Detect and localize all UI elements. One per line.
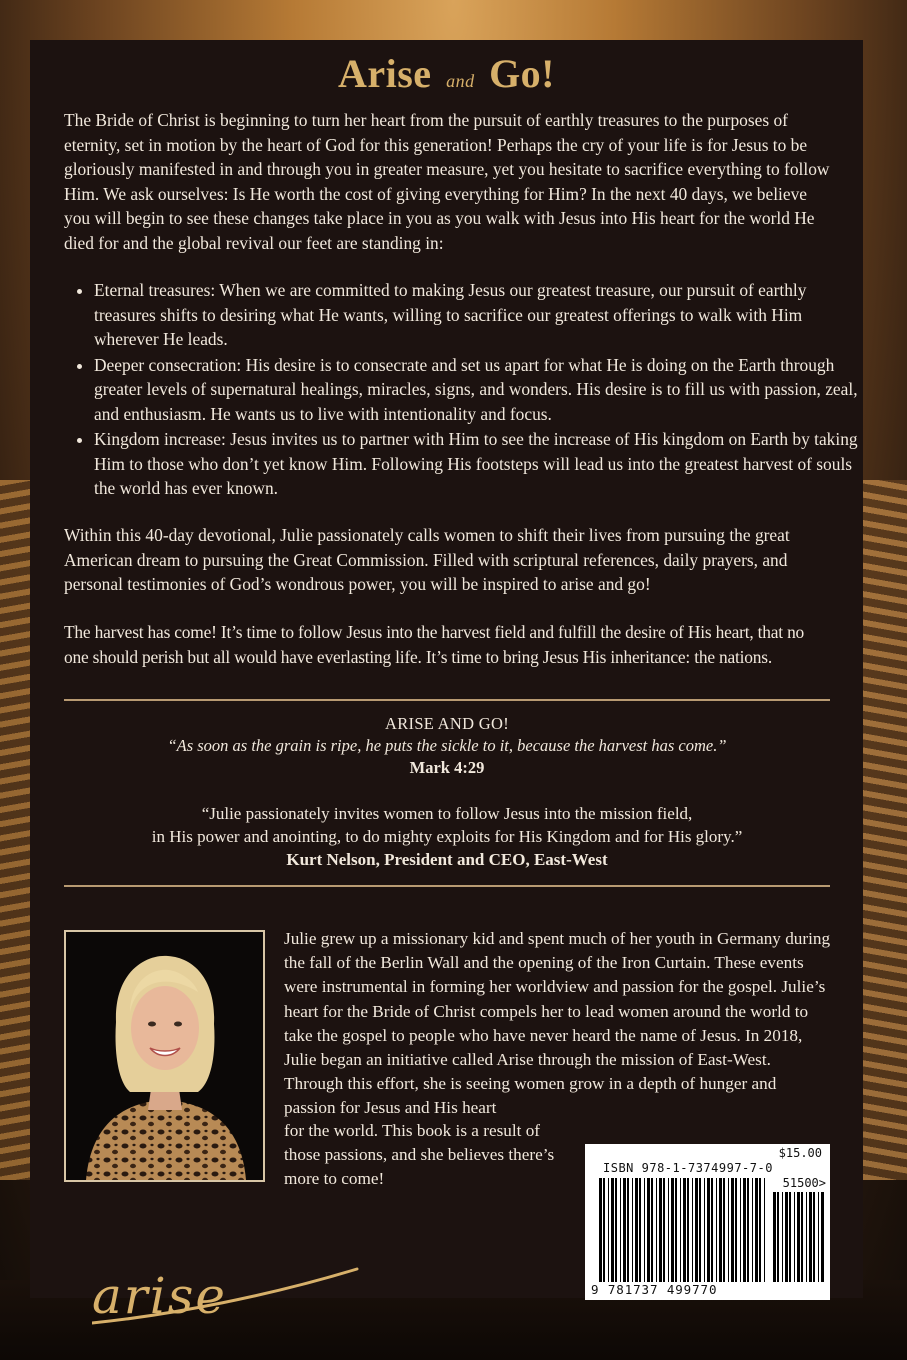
barcode-bar: [704, 1178, 705, 1282]
isbn-barcode: [585, 1144, 830, 1300]
barcode-bar: [644, 1178, 645, 1282]
cover-title: [30, 50, 863, 97]
barcode-bar: [797, 1192, 800, 1282]
barcode-bar: [716, 1178, 717, 1282]
barcode-bar: [723, 1178, 725, 1282]
quote-reference: Mark 4:29: [409, 758, 485, 777]
isbn-label: ISBN 978-1-7374997-7-0: [603, 1161, 773, 1175]
barcode-bar: [603, 1178, 605, 1282]
price-addon-code: 51500>: [782, 1176, 826, 1190]
author-portrait-illustration: [66, 932, 263, 1180]
endorsement-line: “Julie passionately invites women to follow Jesus into the mission field,: [201, 804, 693, 823]
barcode-bar: [777, 1192, 779, 1282]
title-arise: Arise: [337, 51, 432, 96]
barcode-bar: [743, 1178, 746, 1282]
barcode-bar: [759, 1178, 761, 1282]
arise-logo-text: arise: [92, 1267, 227, 1325]
barcode-bar: [692, 1178, 693, 1282]
barcode-bar: [651, 1178, 653, 1282]
barcode-bar: [687, 1178, 689, 1282]
barcode-bar: [671, 1178, 674, 1282]
barcode-bar: [623, 1178, 626, 1282]
quote-text: “As soon as the grain is ripe, he puts the sickle to it, because the harvest has come.”: [167, 736, 727, 755]
harvest-paragraph: The harvest has come! It’s time to follow Jesus into the harvest field and fulfill the desire of His heart, that no one should perish but all would have everlasting life. It’s time to bring Jesus His inheritance: the nations.: [64, 622, 805, 667]
ean-number: 9 781737 499770: [591, 1282, 718, 1297]
barcode-bar: [755, 1178, 758, 1282]
barcode-bar: [818, 1192, 819, 1282]
divider-bottom: [64, 885, 830, 887]
barcode-bar: [632, 1178, 633, 1282]
devotional-paragraph: Within this 40-day devotional, Julie passionately calls women to shift their lives from pursuing the great American dream to pursuing the Great Commission. Filled with scriptural references, daily prayers, and personal testimonies of God’s wondrous power, you will be inspired to arise and go!: [64, 525, 790, 594]
barcode-bar: [747, 1178, 749, 1282]
barcode-bar: [680, 1178, 681, 1282]
addon-barcode-bars: [773, 1192, 825, 1282]
barcode-bar: [801, 1192, 803, 1282]
barcode-bar: [711, 1178, 713, 1282]
back-cover-panel: [30, 40, 863, 1325]
endorsement: [64, 802, 830, 871]
title-go: Go!: [489, 51, 555, 96]
barcode-bar: [695, 1178, 698, 1282]
barcode-bar: [656, 1178, 657, 1282]
arise-logo: [92, 1265, 362, 1340]
barcode-bar: [794, 1192, 795, 1282]
author-photo: [64, 930, 265, 1182]
barcode-bar: [773, 1192, 776, 1282]
barcode-bar: [599, 1178, 602, 1282]
bullet-item: • Eternal treasures: When we are committed to making Jesus our greatest treasure, our pursuit of earthly treasures shifts to desiring what He wants, willing to sacrifice our greatest offerings to walk with Him wherever He leads.: [94, 278, 862, 352]
bullet-item: • Kingdom increase: Jesus invites us to partner with Him to see the increase of His kingdom on Earth by taking Him to those who don’t yet know Him. Following His footsteps will lead us into the greatest harvest of souls the world has ever known.: [94, 427, 862, 501]
barcode-bars: [599, 1178, 767, 1282]
quote-heading: ARISE AND GO!: [385, 714, 509, 733]
barcode-bar: [731, 1178, 734, 1282]
intro-paragraph: The Bride of Christ is beginning to turn her heart from the pursuit of earthly treasures to the purposes of eternity, set in motion by the heart of God for this generation! Perhaps the cry of your life is for Jesus to be gloriously manifested in and through you in greater measure, yet you hesitate to sacrifice everything to follow Him. We ask ourselves: Is He worth the cost of giving everything for Him? In the next 40 days, we believe you will begin to see these changes take place in you as you walk with Jesus into His heart for the world He died for and the global revival our feet are standing in:: [64, 110, 830, 253]
bullet-list: [64, 278, 862, 502]
barcode-bar: [719, 1178, 722, 1282]
barcode-bar: [740, 1178, 741, 1282]
barcode-bar: [647, 1178, 650, 1282]
barcode-bar: [821, 1192, 824, 1282]
barcode-bar: [635, 1178, 638, 1282]
barcode-bar: [639, 1178, 641, 1282]
barcode-bar: [668, 1178, 669, 1282]
barcode-bar: [752, 1178, 753, 1282]
divider-top: [64, 699, 830, 701]
barcode-bar: [809, 1192, 812, 1282]
barcode-bar: [608, 1178, 609, 1282]
barcode-bar: [806, 1192, 807, 1282]
bullet-item: • Deeper consecration: His desire is to consecrate and set us apart for what He is doing on the Earth through greater levels of supernatural healings, miracles, signs, and wonders. His desire is to fill us with passion, zeal, and enthusiasm. He wants us to live with intentionality and focus.: [94, 353, 862, 427]
title-and: and: [446, 71, 475, 91]
barcode-bar: [728, 1178, 729, 1282]
barcode-bar: [785, 1192, 788, 1282]
barcode-bar: [782, 1192, 783, 1282]
author-bio-end: for the world. This book is a result of those passions, and she believes there’s more to come!: [284, 1121, 555, 1189]
barcode-bar: [789, 1192, 791, 1282]
endorsement-attribution: Kurt Nelson, President and CEO, East-West: [286, 850, 608, 869]
barcode-bar: [663, 1178, 665, 1282]
barcode-bar: [699, 1178, 701, 1282]
barcode-bar: [683, 1178, 686, 1282]
scripture-quote: [64, 713, 830, 779]
barcode-bar: [659, 1178, 662, 1282]
barcode-bar: [735, 1178, 737, 1282]
endorsement-line: in His power and anointing, to do mighty exploits for His Kingdom and for His glory.”: [151, 827, 743, 846]
barcode-bar: [707, 1178, 710, 1282]
barcode-bar: [611, 1178, 614, 1282]
barcode-bar: [813, 1192, 815, 1282]
barcode-bar: [764, 1178, 765, 1282]
barcode-bar: [675, 1178, 677, 1282]
barcode-bar: [627, 1178, 629, 1282]
barcode-bar: [615, 1178, 617, 1282]
author-bio: Julie grew up a missionary kid and spent much of her youth in Germany during the fall of the Berlin Wall and the opening of the Iron Curtain. These events were instrumental in forming her worldview and passion for the gospel. Julie’s heart for the Bride of Christ compels her to lead women around the world to take the gospel to people who have never heard the name of Jesus. In 2018, Julie began an initiative called Arise through the mission of East-West. Through this effort, she is seeing women grow in a depth of hunger and passion for Jesus and His heart: [284, 929, 831, 1118]
price-label: $15.00: [778, 1146, 822, 1160]
wheat-background-right: [863, 480, 907, 1180]
barcode-bar: [620, 1178, 621, 1282]
